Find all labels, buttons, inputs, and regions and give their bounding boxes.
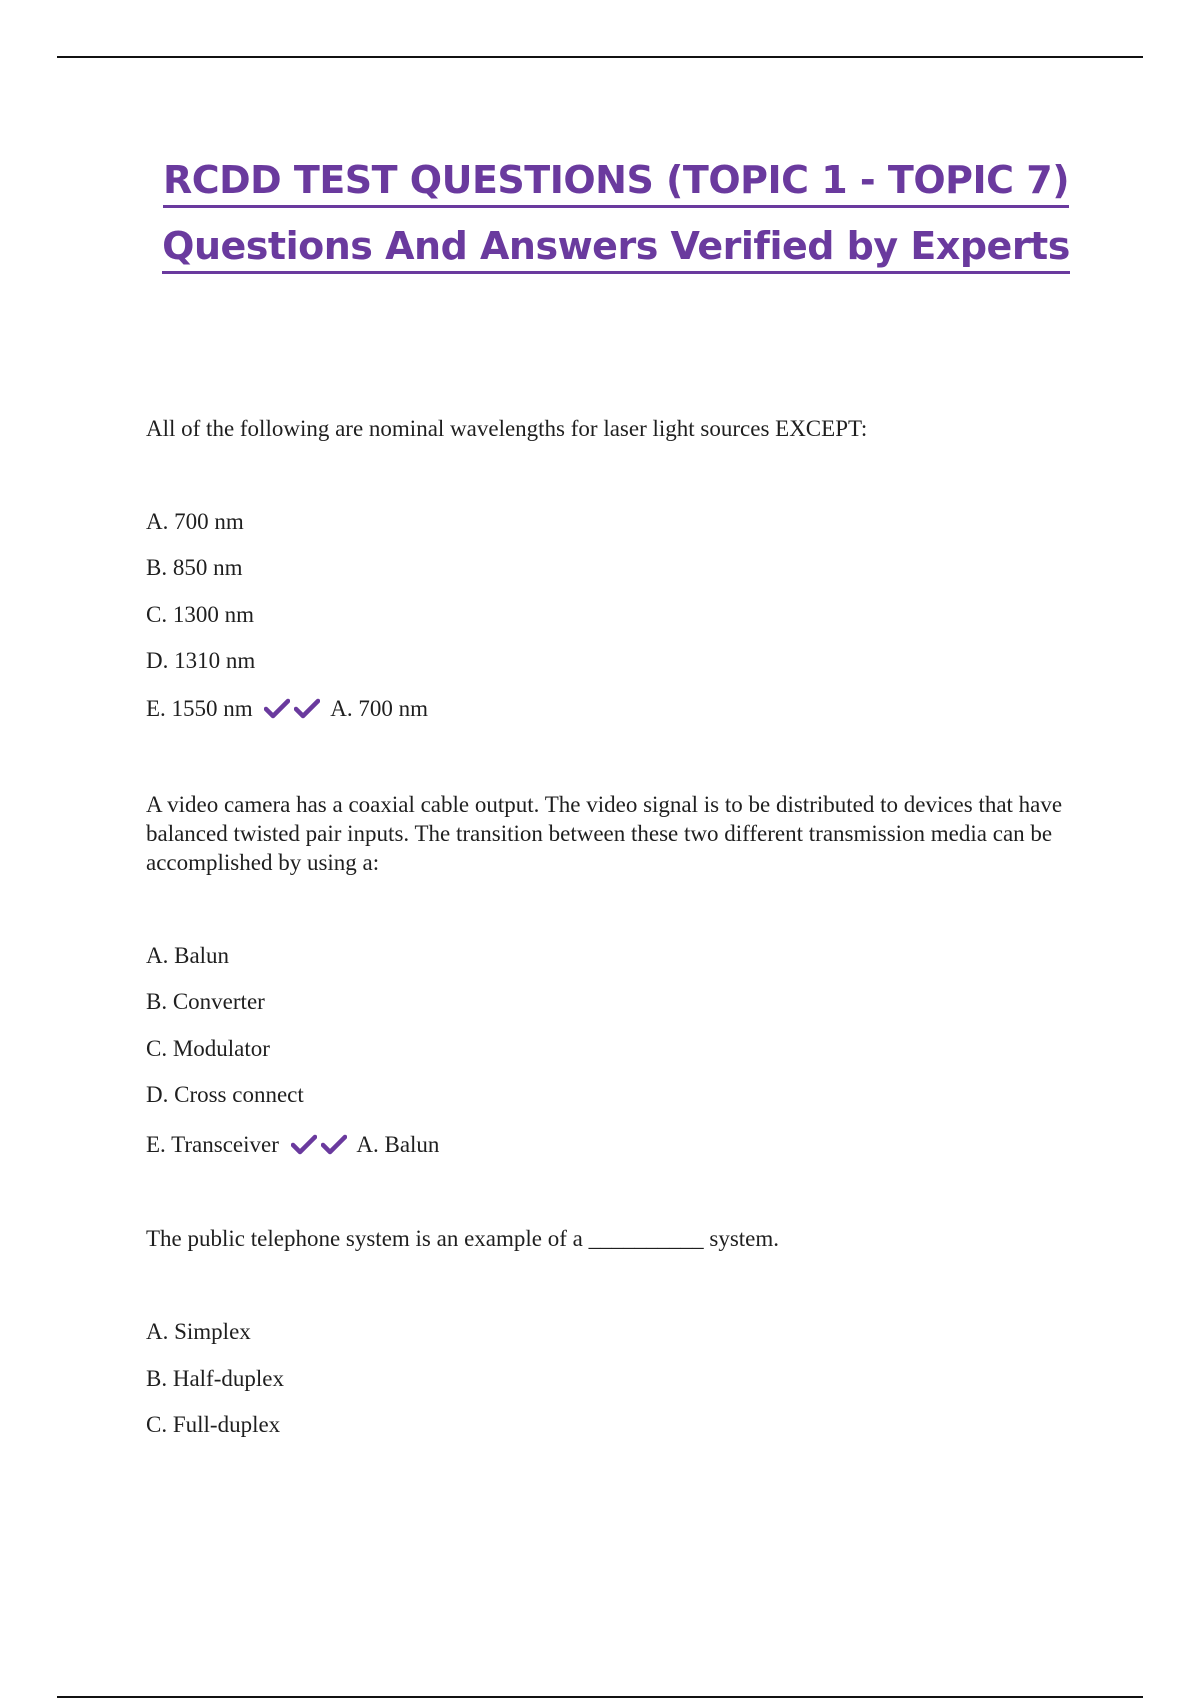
question-1-answer: A. 700 nm (330, 696, 428, 721)
question-3-text: The public telephone system is an example of a __________ system. (146, 1226, 780, 1251)
check-icon (321, 1134, 347, 1156)
document-title (0, 150, 1200, 282)
question-2-option-c: C. Modulator (146, 1036, 270, 1061)
question-3-option-b: B. Half-duplex (146, 1366, 284, 1391)
question-3-option-a: A. Simplex (146, 1319, 251, 1344)
check-icon (264, 698, 290, 720)
question-2-answer: A. Balun (356, 1132, 440, 1157)
question-1-option-a: A. 700 nm (146, 509, 244, 534)
question-1-option-e-row (146, 694, 428, 723)
question-1-text: All of the following are nominal wavelengths for laser light sources EXCEPT: (146, 416, 868, 441)
question-2-text: A video camera has a coaxial cable output. The video signal is to be distributed to devices that have balanced twisted pair inputs. The transition between these two different transmission media can be accomplished by using a: (146, 792, 1063, 875)
question-2-option-d: D. Cross connect (146, 1082, 304, 1107)
question-2-option-e-row (146, 1130, 439, 1159)
bottom-rule (57, 1696, 1143, 1698)
question-1-option-d: D. 1310 nm (146, 648, 256, 673)
top-rule (57, 56, 1143, 58)
question-1-option-e: E. 1550 nm (146, 696, 253, 721)
question-3-option-c: C. Full-duplex (146, 1412, 281, 1437)
check-icon (294, 698, 320, 720)
question-2-option-a: A. Balun (146, 943, 230, 968)
title-line-1: RCDD TEST QUESTIONS (TOPIC 1 - TOPIC 7) (163, 155, 1069, 208)
question-1-option-b: B. 850 nm (146, 555, 243, 580)
question-2-option-b: B. Converter (146, 989, 265, 1014)
check-icon (291, 1134, 317, 1156)
title-line-2: Questions And Answers Verified by Experts (162, 221, 1070, 274)
question-2-option-e: E. Transceiver (146, 1132, 279, 1157)
question-1-option-c: C. 1300 nm (146, 602, 254, 627)
